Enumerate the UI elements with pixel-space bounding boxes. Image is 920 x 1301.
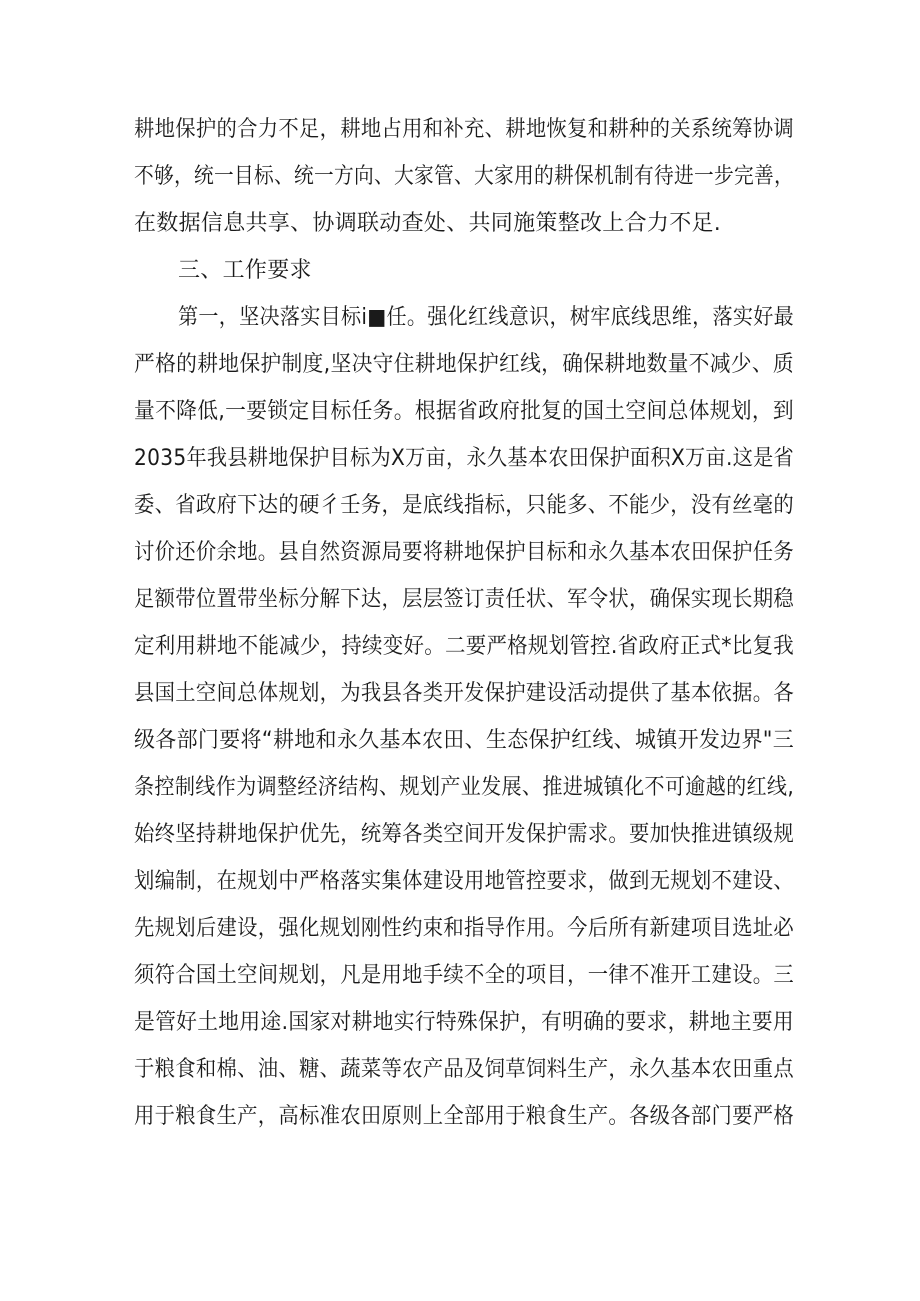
text-line: 讨价还价余地。县自然资源局要将耕地保护目标和永久基本农田保护任务 <box>134 540 794 565</box>
document-body <box>134 106 794 1140</box>
text-line: 耕地保护的合力不足，耕地占用和补充、耕地恢复和耕种的关系统筹协调 <box>134 117 794 142</box>
text-line: 须符合国土空间规划，凡是用地手续不全的项目，一律不准开工建设。三 <box>134 963 794 988</box>
section-heading: 三、工作要求 <box>178 258 312 283</box>
text-line: 用于粮食生产，高标准农田原则上全部用于粮食生产。各级各部门要严格 <box>134 1104 794 1129</box>
text-line: 足额带位置带坐标分解下达，层层签订责任状、军令状，确保实现长期稳 <box>134 587 794 612</box>
text-line: 量不降低,一要锁定目标任务。根据省政府批复的国土空间总体规划，到 <box>134 399 794 424</box>
text-line: 不够，统一目标、统一方向、大家管、大家用的耕保机制有待进一步完善， <box>134 164 794 189</box>
text-line: 第一，坚决落实目标i■任。强化红线意识，树牢底线思维，落实好最 <box>178 305 794 330</box>
text-line: 2035年我县耕地保护目标为X万亩，永久基本农田保护面积X万亩.这是省 <box>134 446 794 471</box>
text-line: 始终坚持耕地保护优先，统筹各类空间开发保护需求。要加快推进镇级规 <box>134 822 794 847</box>
text-line: 县国土空间总体规划，为我县各类开发保护建设活动提供了基本依据。各 <box>134 681 794 706</box>
text-line: 严格的耕地保护制度,坚决守住耕地保护红线，确保耕地数量不减少、质 <box>134 352 794 377</box>
text-line: 是管好土地用途.国家对耕地实行特殊保护，有明确的要求，耕地主要用 <box>134 1010 794 1035</box>
text-line: 条控制线作为调整经济结构、规划产业发展、推进城镇化不可逾越的红线, <box>134 775 794 800</box>
text-line: 级各部门要将“耕地和永久基本农田、生态保护红线、城镇开发边界"三 <box>134 728 794 753</box>
text-line: 先规划后建设，强化规划刚性约束和指导作用。今后所有新建项目选址必 <box>134 916 794 941</box>
text-line: 划编制，在规划中严格落实集体建设用地管控要求，做到无规划不建设、 <box>134 869 794 894</box>
text-line: 在数据信息共享、协调联动查处、共同施策整改上合力不足. <box>134 211 722 236</box>
text-line: 定利用耕地不能减少，持续变好。二要严格规划管控.省政府正式*比复我 <box>134 634 794 659</box>
text-line: 委、省政府下达的硬彳壬务，是底线指标，只能多、不能少，没有丝毫的 <box>134 493 794 518</box>
text-line: 于粮食和棉、油、糖、蔬菜等农产品及饲草饲料生产，永久基本农田重点 <box>134 1057 794 1082</box>
